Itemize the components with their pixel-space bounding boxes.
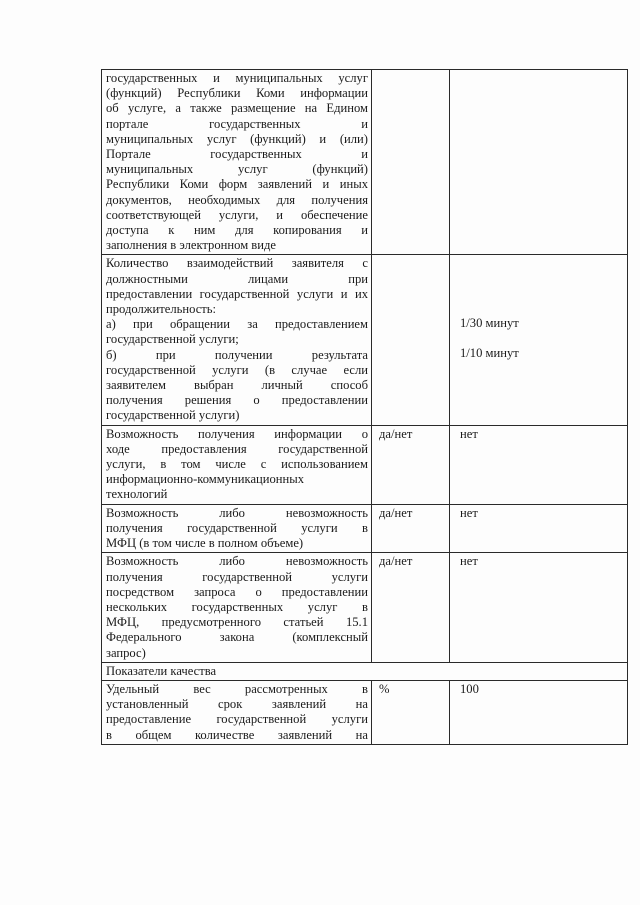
text-line: получения решения о предоставлении	[106, 393, 368, 408]
indicator-description	[102, 680, 372, 744]
table-row	[102, 504, 628, 553]
text-line: МФЦ, предусмотренного статьей 15.1	[106, 615, 368, 630]
text-line: в общем количестве заявлений на	[106, 727, 368, 742]
text-line: муниципальных услуг (функций) и (или)	[106, 131, 368, 146]
text-line: должностными лицами при	[106, 271, 368, 286]
text-line: предоставлении государственной услуги и их	[106, 286, 368, 301]
value-line: 1/10 минут	[460, 345, 519, 360]
text-line: заполнения в электронном виде	[106, 238, 276, 253]
text-line: Возможность либо невозможность	[106, 554, 368, 569]
text-line: запрос)	[106, 645, 146, 660]
service-indicators-table	[101, 69, 628, 745]
text-line: Количество взаимодействий заявителя с	[106, 256, 368, 271]
indicator-description	[102, 504, 372, 553]
indicator-description	[102, 425, 372, 504]
text-line: информационно-коммуникационных	[106, 472, 305, 487]
text-line: технологий	[106, 487, 168, 502]
indicator-value	[450, 255, 628, 425]
indicator-unit	[372, 70, 450, 255]
value-text: нет	[460, 426, 478, 441]
indicator-value	[450, 680, 628, 744]
text-line: услуги, в том числе с использованием	[106, 457, 368, 472]
indicator-description	[102, 553, 372, 662]
section-header: Показатели качества	[102, 662, 628, 680]
indicator-unit	[372, 680, 450, 744]
text-line: Удельный вес рассмотренных в	[106, 681, 368, 696]
value-line: 1/30 минут	[460, 316, 519, 331]
value-text: нет	[460, 505, 478, 520]
unit-text: да/нет	[379, 426, 413, 441]
text-line: об услуге, а также размещение на Едином	[106, 101, 368, 116]
text-line: получения государственной услуги	[106, 569, 368, 584]
text-line: МФЦ (в том числе в полном объеме)	[106, 536, 304, 551]
text-line: государственной услуги (в случае если	[106, 362, 368, 377]
text-line: муниципальных услуг (функций)	[106, 162, 368, 177]
indicator-unit	[372, 504, 450, 553]
table-row	[102, 553, 628, 662]
indicator-value	[450, 553, 628, 662]
indicator-description	[102, 70, 372, 255]
text-line: ходе предоставления государственной	[106, 441, 368, 456]
text-line: доступа к ним для копирования и	[106, 223, 368, 238]
indicator-value	[450, 70, 628, 255]
text-line: Республики Коми форм заявлений и иных	[106, 177, 368, 192]
indicator-value	[450, 504, 628, 553]
text-line: портале государственных и	[106, 116, 368, 131]
text-line: Возможность либо невозможность	[106, 505, 368, 520]
spacer	[454, 332, 624, 346]
section-row	[102, 662, 628, 680]
table-row	[102, 70, 628, 255]
indicator-unit	[372, 425, 450, 504]
unit-text: да/нет	[379, 505, 413, 520]
text-line: получения государственной услуги в	[106, 520, 368, 535]
text-line: государственных и муниципальных услуг	[106, 71, 368, 85]
text-line: государственной услуги)	[106, 408, 240, 423]
text-line: а) при обращении за предоставлением	[106, 317, 368, 332]
table-row	[102, 425, 628, 504]
unit-text: %	[379, 681, 390, 696]
text-line: соответствующей услуги, и обеспечение	[106, 207, 368, 222]
text-line: предоставление государственной услуги	[106, 712, 368, 727]
text-line: государственной услуги;	[106, 332, 239, 347]
table-row	[102, 680, 628, 744]
text-line: (функций) Республики Коми информации	[106, 86, 368, 101]
indicator-value	[450, 425, 628, 504]
value-text: 100	[460, 681, 479, 696]
text-line: Возможность получения информации о	[106, 426, 368, 441]
text-line: нескольких государственных услуг в	[106, 599, 368, 614]
text-line: установленный срок заявлений на	[106, 697, 368, 712]
value-text: нет	[460, 554, 478, 569]
text-line: документов, необходимых для получения	[106, 192, 368, 207]
indicator-unit	[372, 553, 450, 662]
table-row	[102, 255, 628, 425]
text-line: Федерального закона (комплексный	[106, 630, 368, 645]
indicator-unit	[372, 255, 450, 425]
spacer	[454, 256, 624, 316]
unit-text: да/нет	[379, 554, 413, 569]
indicator-description	[102, 255, 372, 425]
text-line: б) при получении результата	[106, 347, 368, 362]
text-line: продолжительность:	[106, 302, 217, 317]
text-line: Портале государственных и	[106, 147, 368, 162]
text-line: посредством запроса о предоставлении	[106, 584, 368, 599]
text-line: заявителем выбран личный способ	[106, 378, 368, 393]
